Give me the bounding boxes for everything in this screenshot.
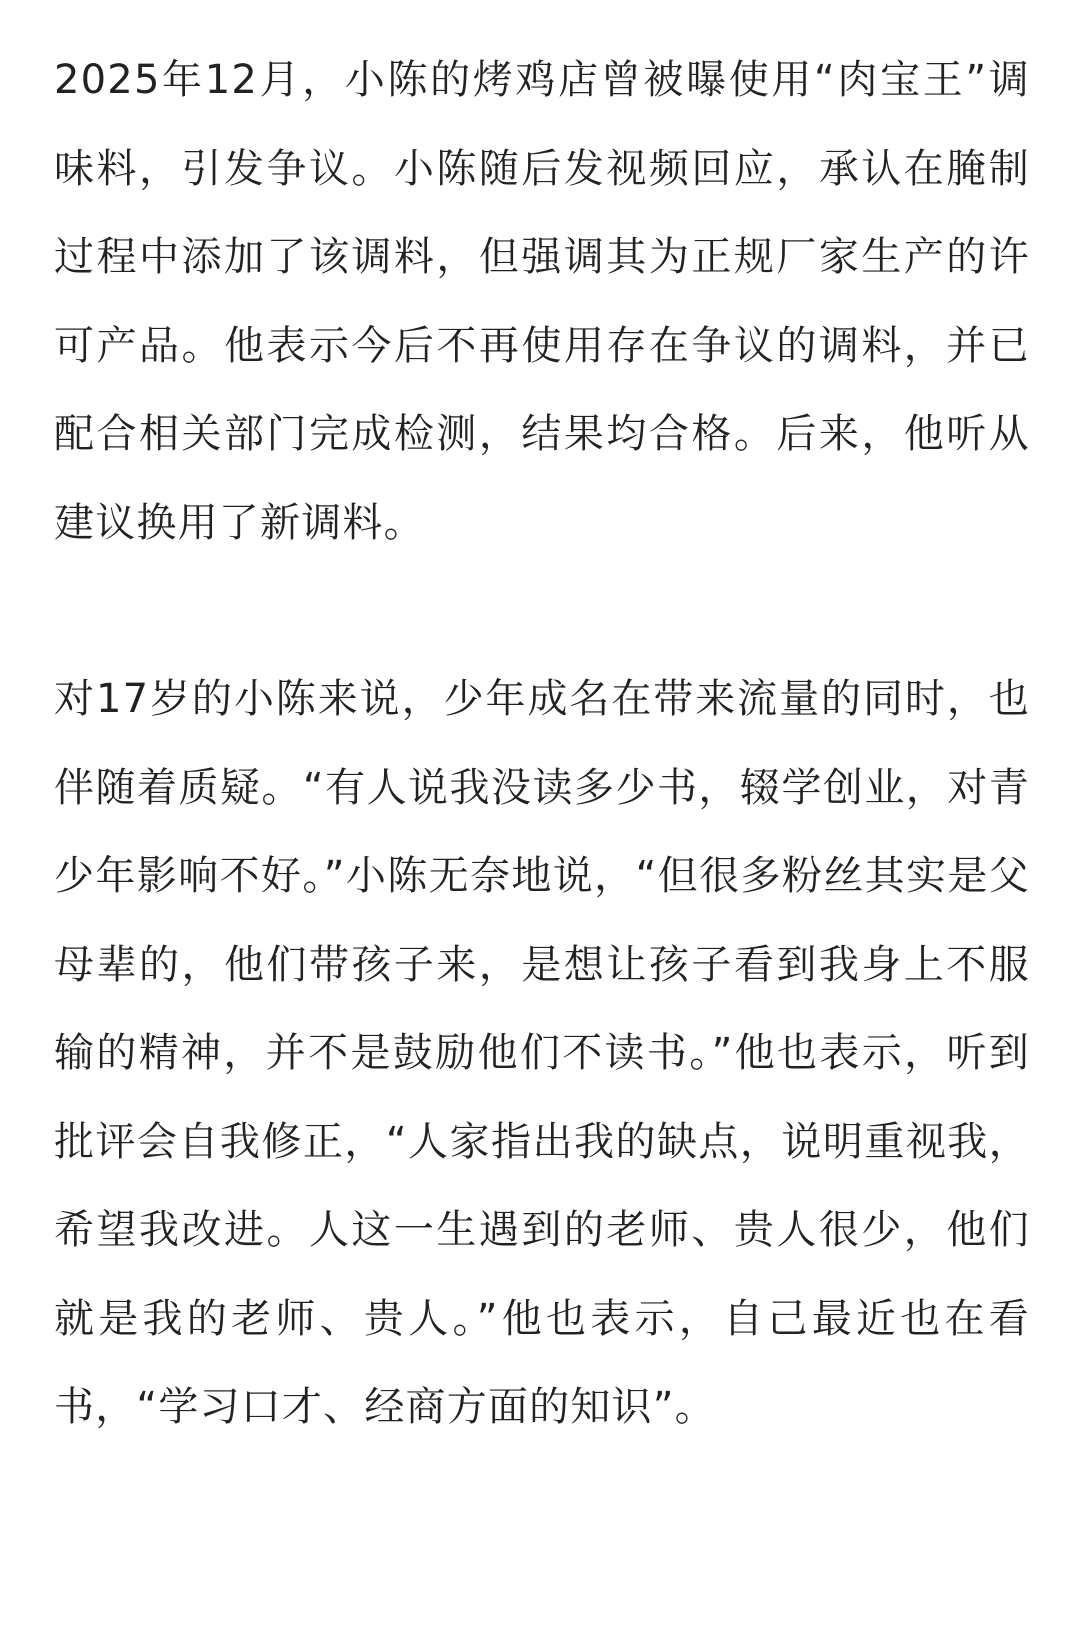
paragraph-2: 对17岁的小陈来说，少年成名在带来流量的同时，也伴随着质疑。“有人说我没读多少书，辍学创业，对青少年影响不好。”小陈无奈地说，“但很多粉丝其实是父母辈的，他们带孩子来，是想让孩子看到我身上不服输的精神，并不是鼓励他们不读书。”他也表示，听到批评会自我修正，“人家指出我的缺点，说明重视我，希望我改进。人这一生遇到的老师、贵人很少，他们就是我的老师、贵人。”他也表示，自己最近也在看书，“学习口才、经商方面的知识”。 — [54, 676, 1030, 1430]
article-body — [54, 36, 1030, 1452]
paragraph-1: 2025年12月，小陈的烤鸡店曾被曝使用“肉宝王”调味料，引发争议。小陈随后发视频回应，承认在腌制过程中添加了该调料，但强调其为正规厂家生产的许可产品。他表示今后不再使用存在争议的调料，并已配合相关部门完成检测，结果均合格。后来，他听从建议换用了新调料。 — [54, 57, 1030, 546]
